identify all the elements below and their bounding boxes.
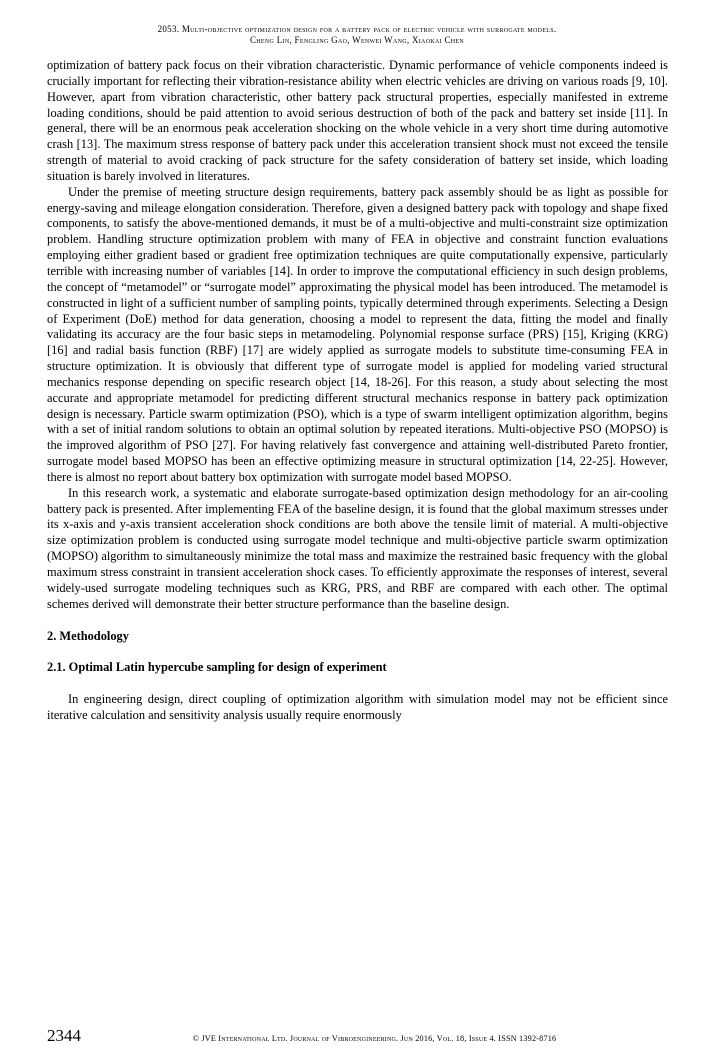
paper-header (47, 24, 667, 46)
subsection-heading-latin-hypercube: 2.1. Optimal Latin hypercube sampling for design of experiment (47, 660, 387, 675)
paper-footer (47, 1027, 668, 1045)
paper-body (47, 58, 668, 724)
paper-title: 2053. Multi-objective optimization design for a battery pack of electric vehicle with surrogate models. (157, 24, 557, 34)
paragraph-3: In this research work, a systematic and elaborate surrogate-based optimization design methodology for an air-cooling battery pack is presented. After implementing FEA of the baseline design, it is found that the global maximum stresses under its x-axis and y-axis transient acceleration shock conditions are both above the tensile limit of material. A multi-objective size optimization problem is conducted using surrogate model technique and multi-objective particle swarm optimization (MOPSO) algorithm to simultaneously minimize the total mass and maximize the restrained basic frequency with the global maximum stress constraint in transient acceleration shock cases. To efficiently approximate the responses of interest, several widely-used surrogate modeling techniques such as KRG, PRS, and RBF are compared with each other. The optimal schemes derived will demonstrate their better structure performance than the baseline design. (47, 485, 668, 611)
page-number: 2344 (47, 1026, 81, 1045)
paper-authors: Cheng Lin, Fengling Gao, Wenwei Wang, Xiaokai Chen (250, 35, 464, 45)
section-heading-methodology: 2. Methodology (47, 628, 129, 643)
copyright-line: © JVE International Ltd. Journal of Vibroengineering. Jun 2016, Vol. 18, Issue 4. ISSN 1392-8716 (192, 1034, 557, 1043)
paragraph-2: Under the premise of meeting structure design requirements, battery pack assembly should be as light as possible for energy-saving and mileage elongation consideration. Therefore, given a designed battery pack with topology and shape fixed components, to satisfy the above-mentioned demands, it must be of a multi-objective and multi-constraint size optimization problem. Handling structure optimization problem with many of FEA in objective and constraint function evaluations employing either gradient based or gradient free optimization techniques are quite computationally expensive, particularly terrible with increasing number of variables [14]. In order to improve the computational efficiency in such design problems, the concept of “metamodel” or “surrogate model” approximating the physical model has been introduced. The metamodel is constructed in light of a sufficient number of sampling points, typically determined through experiments. Selecting a Design of Experiment (DoE) method for data generation, choosing a model to represent the data, fitting the model and finally validating its accuracy are the four basic steps in metamodeling. Polynomial response surface (PRS) [15], Kriging (KRG) [16] and radial basis function (RBF) [17] are widely applied as surrogate models to substitute time-consuming FEA in structure optimization. It is obviously that different type of surrogate model is applied for modeling varied structural mechanics response depending on specific research object [14, 18-26]. For this reason, a study about selecting the most accurate and appropriate metamodel for predicting different structural mechanics response in battery pack optimization design is necessary. Particle swarm optimization (PSO), which is a type of swarm intelligent optimization algorithm, begins with a set of initial random solutions to obtain an optimal solution by repeated iterations. Multi-objective PSO (MOPSO) is the improved algorithm of PSO [27]. For having relatively fast convergence and attaining well-distributed Pareto frontier, surrogate model based MOPSO has been an effective optimizing measure in structural optimization [14, 22-25]. However, there is almost no report about battery box optimization with surrogate model based MOPSO. (47, 184, 668, 484)
paragraph-4: In engineering design, direct coupling of optimization algorithm with simulation model may not be efficient since iterative calculation and sensitivity analysis usually require enormously (47, 692, 668, 723)
paragraph-1: optimization of battery pack focus on their vibration characteristic. Dynamic performance of vehicle components indeed is crucially important for reflecting their vibration-resistance ability when electric vehicles are driving on various roads [9, 10]. However, apart from vibration characteristic, other battery pack structural properties, especially manifested in extreme loading conditions, should be paid attention to avoid serious destruction of both of the pack and battery set inside [11]. In general, there will be an enormous peak acceleration shocking on the whole vehicle in a very short time during automotive crash [13]. The maximum stress response of battery pack under this acceleration transient shock must not exceed the tensile strength of material to avoid cracking of pack structure for the safety consideration of battery set inside, which loading situation is barely involved in literatures. (47, 58, 668, 183)
